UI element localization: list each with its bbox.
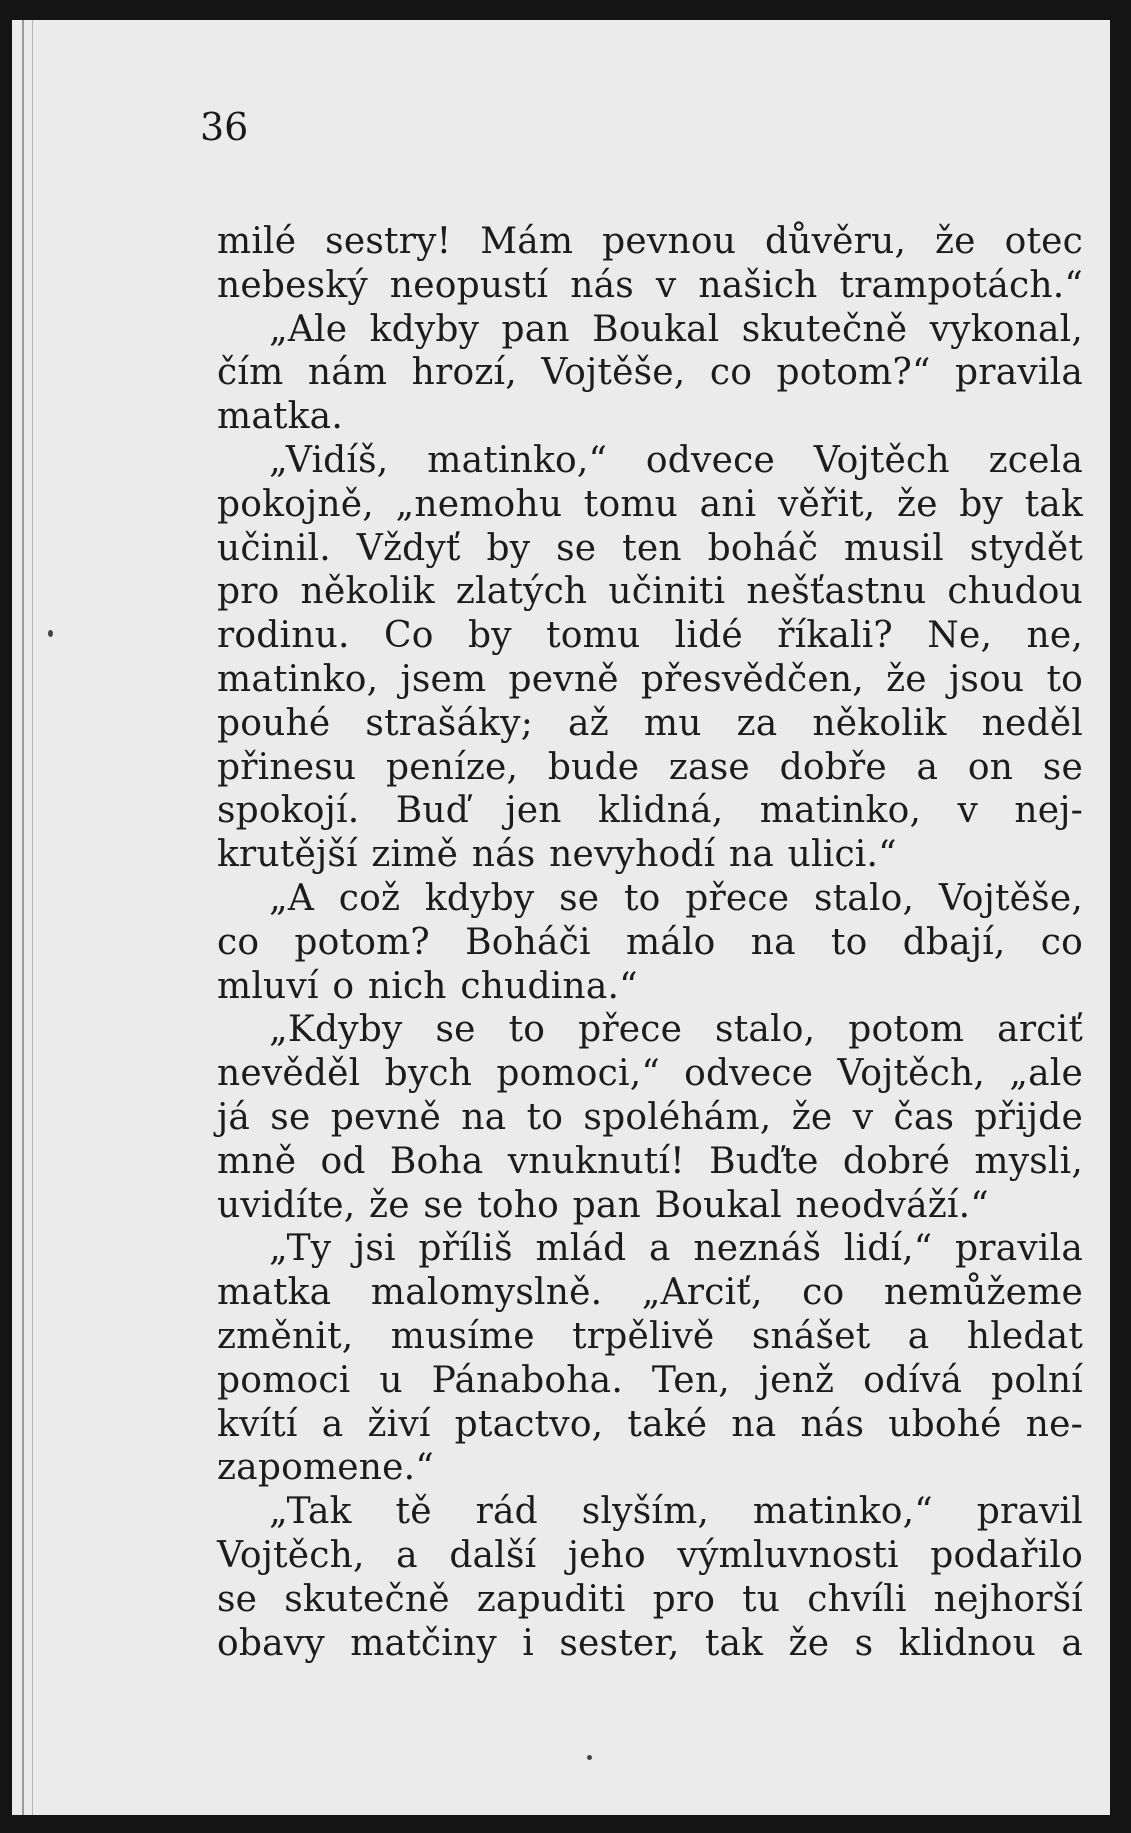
text-line: matka.	[217, 396, 343, 438]
text-line: nebeský neopustí nás v našich trampotách.“	[217, 264, 1083, 306]
text-line: rodinu. Co by tomu lidé říkali? Ne, ne,	[217, 615, 1083, 657]
text-line: co potom? Boháči málo na to dbají, co	[217, 921, 1083, 963]
page-edge-line	[22, 20, 24, 1815]
text-line: kvítí a živí ptactvo, také na nás ubohé ne-	[217, 1403, 1083, 1445]
text-line: změnit, musíme trpělivě snášet a hledat	[217, 1315, 1083, 1357]
text-line: pokojně, „nemohu tomu ani věřit, že by tak	[217, 483, 1083, 525]
body-text	[217, 220, 1083, 1665]
text-line: milé sestry! Mám pevnou důvěru, že otec	[217, 221, 1083, 262]
ink-speck	[48, 630, 53, 637]
page-number: 36	[200, 105, 249, 149]
text-line: mluví o nich chudina.“	[217, 965, 638, 1007]
text-line: „A což kdyby se to přece stalo, Vojtěše,	[269, 877, 1083, 919]
text-line: matka malomyslně. „Arciť, co nemůžeme	[217, 1272, 1083, 1314]
text-line: „Vidíš, matinko,“ odvece Vojtěch zcela	[269, 439, 1083, 481]
text-line: „Ty jsi příliš mlád a neznáš lidí,“ pravila	[269, 1228, 1083, 1270]
text-line: nevěděl bych pomoci,“ odvece Vojtěch, „ale	[217, 1053, 1083, 1095]
text-line: učinil. Vždyť by se ten boháč musil stydět	[217, 527, 1083, 569]
text-line: krutější zimě nás nevyhodí na ulici.“	[217, 834, 897, 876]
text-line: mně od Boha vnuknutí! Buďte dobré mysli,	[217, 1140, 1083, 1182]
text-line: matinko, jsem pevně přesvědčen, že jsou to	[217, 658, 1083, 700]
text-line: pro několik zlatých učiniti nešťastnu chudou	[217, 571, 1083, 613]
text-line: „Ale kdyby pan Boukal skutečně vykonal,	[269, 308, 1083, 350]
text-line: pomoci u Pánaboha. Ten, jenž odívá polní	[217, 1359, 1083, 1401]
text-line: Vojtěch, a další jeho výmluvnosti podařilo	[217, 1534, 1083, 1576]
text-line: obavy matčiny i sester, tak že s klidnou a	[217, 1622, 1083, 1664]
text-line: přinesu peníze, bude zase dobře a on se	[217, 746, 1083, 788]
text-line: „Kdyby se to přece stalo, potom arciť	[269, 1009, 1083, 1051]
page-edge-line-inner	[32, 20, 33, 1815]
text-line: „Tak tě rád slyším, matinko,“ pravil	[269, 1491, 1083, 1533]
text-line: zapomene.“	[217, 1447, 434, 1489]
text-line: se skutečně zapuditi pro tu chvíli nejhorší	[217, 1578, 1083, 1620]
text-line: čím nám hrozí, Vojtěše, co potom?“ pravila	[217, 352, 1083, 394]
text-line: spokojí. Buď jen klidná, matinko, v nej-	[217, 790, 1083, 832]
text-line: pouhé strašáky; až mu za několik neděl	[217, 702, 1083, 744]
text-line: já se pevně na to spoléhám, že v čas přijde	[217, 1096, 1083, 1138]
text-line: uvidíte, že se toho pan Boukal neodváží.“	[217, 1184, 989, 1226]
ink-speck	[587, 1755, 592, 1760]
